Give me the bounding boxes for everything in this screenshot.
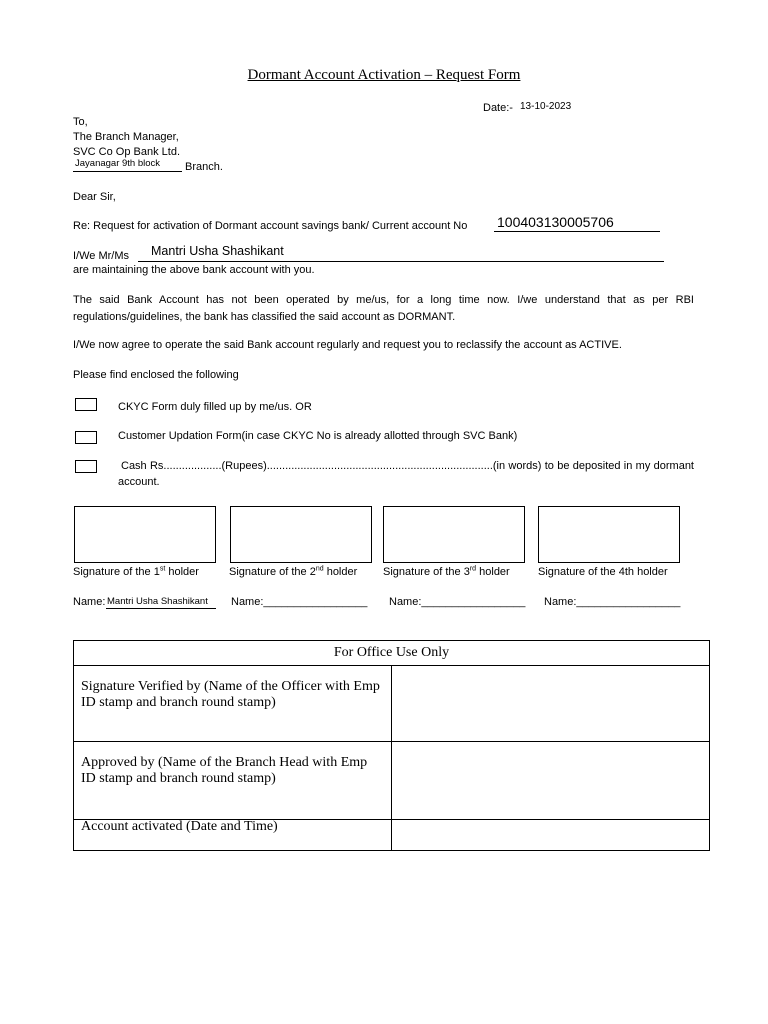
signature-label-1: Signature of the 1st holder — [73, 565, 199, 578]
name-value-1: Mantri Usha Shashikant — [107, 596, 208, 607]
option-cash: Cash Rs...................(Rupees)..........................................................................(in words) to be deposited in my dormant account. — [118, 460, 694, 488]
account-number: 100403130005706 — [497, 214, 614, 230]
account-underline — [494, 231, 660, 232]
updation-checkbox[interactable] — [75, 431, 97, 444]
date-label: Date:- — [483, 102, 513, 114]
paragraph-agree: I/We now agree to operate the said Bank account regularly and request you to reclassify the account as ACTIVE. — [73, 339, 622, 351]
enclosed-line: Please find enclosed the following — [73, 369, 239, 381]
option-ckyc: CKYC Form duly filled up by me/us. OR — [118, 401, 312, 413]
office-row-verified-label: Signature Verified by (Name of the Officer with Emp ID stamp and branch round stamp) — [81, 679, 380, 710]
branch-underline — [73, 171, 182, 172]
addressee-line: The Branch Manager, — [73, 131, 179, 143]
office-row-verified-cell[interactable] — [392, 666, 710, 742]
signature-label-3: Signature of the 3rd holder — [383, 565, 510, 578]
iwe-label: I/We Mr/Ms — [73, 250, 130, 262]
cash-checkbox[interactable] — [75, 460, 97, 473]
signature-box-2[interactable] — [230, 506, 372, 563]
office-row-activated — [74, 820, 392, 851]
signature-box-4[interactable] — [538, 506, 680, 563]
office-row-approved-cell[interactable] — [392, 742, 710, 820]
name-field-4: Name:_________________ — [544, 596, 681, 608]
option-updation: Customer Updation Form(in case CKYC No is already allotted through SVC Bank) — [118, 430, 518, 442]
office-row-activated-cell[interactable] — [392, 820, 710, 851]
bank-line: SVC Co Op Bank Ltd. — [73, 146, 180, 158]
re-line: Re: Request for activation of Dormant account savings bank/ Current account No — [73, 220, 468, 232]
office-use-header: For Office Use Only — [74, 641, 710, 666]
office-row-approved — [74, 742, 392, 820]
holder-underline — [138, 261, 664, 262]
signature-box-1[interactable] — [74, 506, 216, 563]
signature-box-3[interactable] — [383, 506, 525, 563]
office-row-activated-label: Account activated (Date and Time) — [81, 819, 278, 834]
holder-name: Mantri Usha Shashikant — [151, 244, 284, 258]
branch-value: Jayanagar 9th block — [75, 158, 161, 169]
ckyc-checkbox[interactable] — [75, 398, 97, 411]
salutation: Dear Sir, — [73, 191, 116, 203]
name-field-3: Name:_________________ — [389, 596, 526, 608]
date-value: 13-10-2023 — [520, 101, 572, 112]
office-row-verified — [74, 666, 392, 742]
branch-suffix: Branch. — [185, 161, 223, 173]
signature-label-2: Signature of the 2nd holder — [229, 565, 358, 578]
to-line: To, — [73, 116, 88, 128]
office-row-approved-label: Approved by (Name of the Branch Head with Emp ID stamp and branch round stamp) — [81, 755, 368, 786]
name-field-2: Name:_________________ — [231, 596, 368, 608]
paragraph-dormant: The said Bank Account has not been operated by me/us, for a long time now. I/we understand that as per RBI regulations/guidelines, the bank has classified the said account as DORMANT. — [73, 294, 694, 323]
office-use-table — [73, 640, 710, 851]
signature-label-4: Signature of the 4th holder — [538, 566, 668, 578]
name-underline-1 — [106, 608, 216, 609]
form-title: Dormant Account Activation – Request Form — [247, 67, 521, 83]
maintaining-line: are maintaining the above bank account with you. — [73, 264, 315, 276]
name-label-1: Name: — [73, 596, 106, 608]
